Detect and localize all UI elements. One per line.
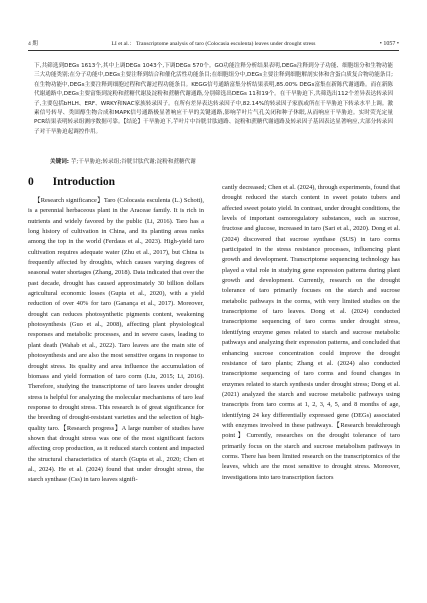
intro-paragraph: 【Research significance】Taro (Colocasia esculenta (L.) Schott), is a perennial herbaceous plant in the Araceae family. It is rich in nutrients and widely favored by the public (Li, 2016). Taro has a long history of cultivation in China, and its planting areas ranks among the top in the world (Ferdaus et al., 2023). High-yield taro cultivation requires adequate water (Zhu et al., 2017), but China is frequently affected by droughts, which causes varying degrees of seasonal water shortages (Zhang, 2018). Data indicated that over the past decade, drought has caused approximately 30 billion dollars agricultural economic losses (Gupta et al., 2020), with a yield reduction of over 40% for taro (Ganança et al., 2017). Moreover, drought can reduces photosynthetic pigments content, weakening photosynthesis (Guo et al., 2008), affecting plant physiological responses and metabolic processes, and in severe cases, leading to plant death (Wahab et al., 2022). Taro leaves are the main site of photosynthesis and are also the most sensitive organs in response to drought stress. Its quality and area influence the accumulation of biomass and yield formation of taro corm (Liu, 2015; Li, 2016). Therefore, studying the transcriptome of taro leaves under drought stress is helpful for analyzing the molecular mechanisms of taro leaf response to drought stress. This research is of great significance for the breeding of drought-resistant varieties and the selection of high-quality taro.【Research progress】A large number of studies have shown that drought stress was one of the most significant factors affecting crop production, as it reduced starch content and impacted the structural characteristics of starch (Gupta et al., 2020; Chen et al., 2024). He et al. (2024) found that under drought stress, the starch synthase (Css) in taro leaves signifi- [28, 197, 204, 484]
section-heading [28, 176, 115, 188]
left-column [28, 196, 204, 486]
keywords-text: 芋;干旱胁迫;转录组;谷胱甘肽代谢;淀粉和蔗糖代谢 [70, 159, 196, 165]
keywords-label: 关键词: [50, 159, 70, 165]
right-column [222, 183, 400, 483]
section-number: 0 [28, 176, 34, 188]
running-header [28, 38, 399, 51]
chinese-abstract [34, 62, 393, 137]
continuation-paragraph: cantly decreased; Chen et al. (2024), through experiments, found that drought reduced the starch content in sweet potato tubers and affected sweet potato yield. In contrast, under drought conditions, the levels of important osmoregulatory substances, such as sucrose, fructose and glucose, increased in taro (Sari et al., 2020). Dong et al. (2024) discovered that sucrose synthase (SUS) in taro corms participated in the stress resistance processes, influencing plant growth and development. Transcriptome sequencing technology has played a vital role in studying gene expression patterns during plant growth and development. Currently, research on the drought tolerance of taro primarily focuses on the starch and sucrose metabolic pathways in the corms, with very limited studies on the transcriptome of taro leaves. Dong et al. (2024) conducted transcriptome sequencing of taro corms under drought stress, identifying enzyme genes related to starch and sucrose metabolic pathways and analyzing their expression patterns, and concluded that enhancing sucrose concentration could improve the drought resistance of taro plants; Zhang et al. (2024) also conducted transcriptome sequencing of taro corms and found changes in enzymes related to starch synthesis under drought stress; Dong et al. (2021) analyzed the starch and sucrose metabolic pathways using transcripts from taro corms at 1, 2, 3, 4, 5, and 8 months of age, identifying 24 key differentially expressed gene (DEGs) associated with enzymes involved in these pathways.【Research breakthrough point】Currently, researches on the drought tolerance of taro primarily focus on the starch and sucrose metabolism pathways in corms. There has been limited research on the transcriptomics of the leaves, which are the most sensitive to drought stress. Moreover, investigations into taro transcription factors [222, 184, 400, 481]
issue-label: 4 期 [28, 41, 38, 47]
section-title: Introduction [52, 176, 116, 188]
journal-page-number: • 1057 • [379, 41, 399, 47]
keywords [50, 158, 393, 167]
running-title: LI et al.： Transcriptome analysis of taro (Colocasia esculenta) leaves under drought stress [111, 41, 316, 47]
chinese-abstract-text: 下,共筛选到DEGs 1613个,其中上调DEGs 1043个,下调DEGs 570个。GO功能注释分析结果表明,DEGs注释到分子功能、细胞组分和生物功能三大功能类别;在分子功能中,DEGs主要注释到结合和催化活性功能条目;在细胞组分中,DEGs主要注释到细胞解剖实体和含蛋白质复合物功能条目;在生物功能中,DEGs主要注释到细胞过程和代谢过程功能条目。KEGG信号通路富集分析结果表明,85.00% DEGs富集在新陈代谢通路。而在新陈代谢通路中,DEGs主要富集到淀粉和蔗糖代谢及淀粉和蔗糖代谢通路,分别筛选出DEGs 11和19个。在干旱胁迫下,共筛选出112个差异表达转录因子,主要包括bHLH、ERF、WRKY和NAC家族转录因子。在所有差异表达转录因子中,82.14%的转录因子家族或所在干旱胁迫下转录水平上调。激素信号转导、类固醇生物合成和MAPK信号通路极显著响应干旱的关键通路,影响芋叶片气孔关闭和种子休眠,从而响应干旱胁迫。实时荧光定量PCR结果表明转录组测序数据可靠。【结论】干旱胁迫下,芋叶片中谷胱甘肽通路、淀粉和蔗糖代谢通路及转录因子基因表达显著响应,大部分转录因子对干旱胁迫起调控作用。 [34, 63, 393, 135]
